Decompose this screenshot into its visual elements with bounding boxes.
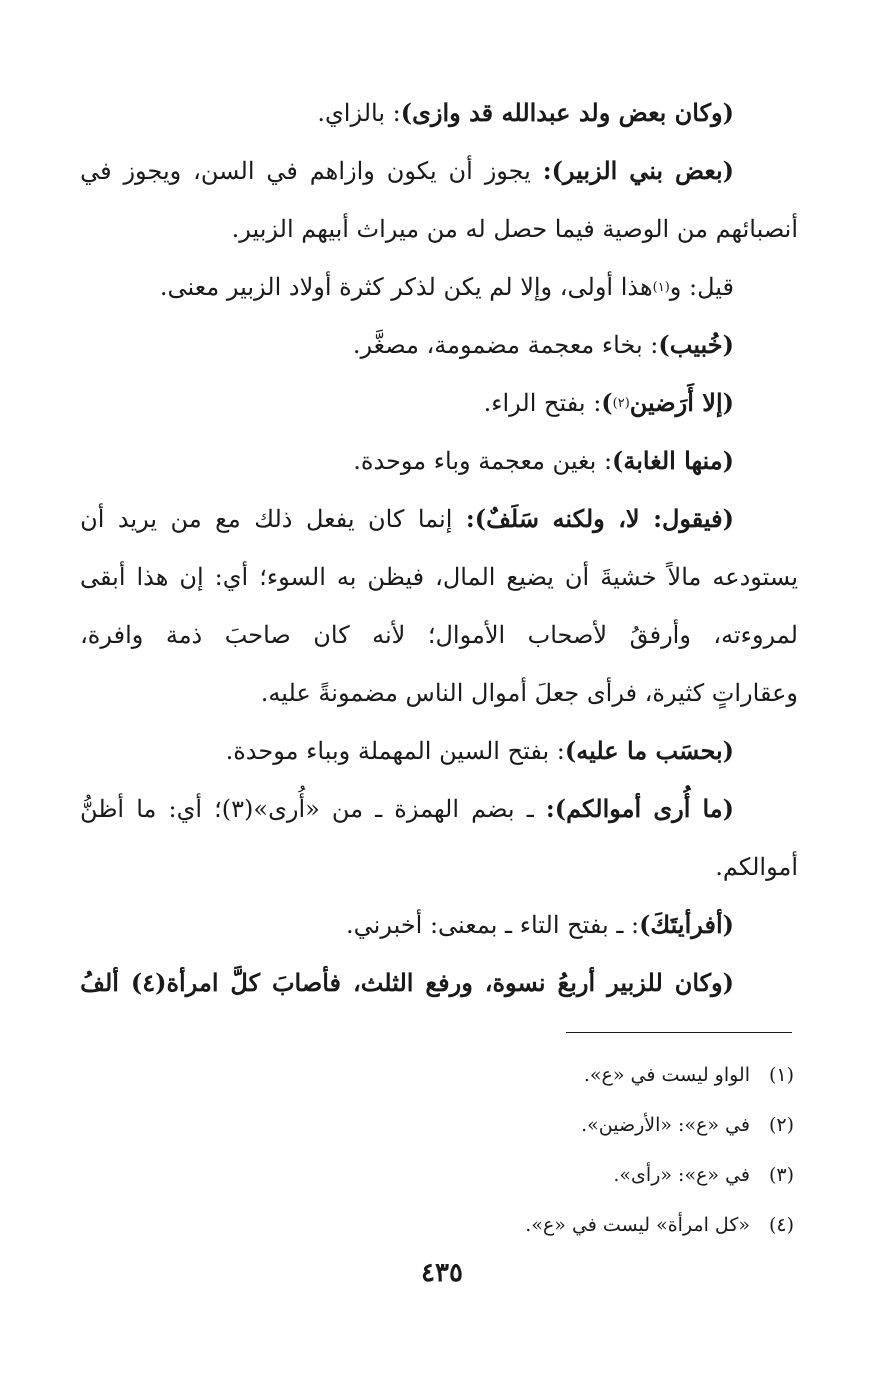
text-line <box>80 84 798 142</box>
footnote <box>300 1100 794 1150</box>
footnote-number: (٤) <box>768 1214 794 1236</box>
word: وازاهم <box>309 157 375 185</box>
word: يفعل <box>305 505 355 533</box>
word: مع <box>215 505 241 533</box>
word: يستودعه <box>712 563 798 591</box>
word: ألفُ <box>80 968 119 997</box>
footnote-text: في «ع»: «رأى». <box>613 1164 750 1186</box>
text-line <box>80 664 798 722</box>
footnote-ref: (٢) <box>612 395 630 411</box>
word: للزبير <box>607 968 663 997</box>
footnote-text: في «ع»: «الأرضين». <box>581 1114 750 1136</box>
word: الهمزة <box>394 795 460 823</box>
footnote <box>300 1050 794 1100</box>
word: يضيع <box>506 563 554 591</box>
text-line <box>80 780 798 838</box>
text-line <box>80 374 798 432</box>
word: إن <box>179 563 204 591</box>
word: ذلك <box>254 505 293 533</box>
word: المال، <box>435 563 496 591</box>
footnote-number: (٢) <box>768 1114 794 1136</box>
word: امرأة(٤) <box>130 968 219 997</box>
word: وافرة، <box>80 621 144 649</box>
word: خشيةَ <box>600 563 657 591</box>
commentary-text: هذا أولى، وإلا لم يكن لذكر كثرة أولاد الزبير معنى. <box>159 273 653 301</box>
quoted-term: (وكان بعض ولد عبدالله قد وازى) <box>400 98 734 127</box>
main-text <box>80 84 798 1012</box>
word: أي: <box>168 795 203 823</box>
word: نسوة، <box>484 968 546 997</box>
text-line <box>80 548 798 606</box>
word: في <box>80 157 112 185</box>
word: كلَّ <box>230 968 261 997</box>
text-line <box>80 954 798 1012</box>
word: يريد <box>117 505 158 533</box>
text-line <box>80 838 798 896</box>
text-line <box>80 142 798 200</box>
text-line <box>80 258 798 316</box>
footnote-text: الواو ليست في «ع». <box>583 1064 750 1086</box>
word: (وكان <box>674 968 734 997</box>
word: الثلث، <box>352 968 414 997</box>
commentary-text: أنصبائهم من الوصية فيما حصل له من ميراث أبيهم الزبير. <box>231 215 798 243</box>
quoted-term: ) <box>601 388 613 417</box>
word: لمروءته، <box>713 621 798 649</box>
quoted-term: (إلا أَرَضين <box>629 388 734 417</box>
word: أظنُّ <box>80 795 125 823</box>
commentary-text: : بالزاي. <box>317 99 401 127</box>
word: من <box>170 505 202 533</box>
text-line <box>80 896 798 954</box>
word: أبقى <box>80 563 126 591</box>
quoted-term: (منها الغابة) <box>612 446 734 475</box>
word: به <box>336 563 357 591</box>
word: فأصابَ <box>271 968 342 997</box>
word: (بعض <box>674 156 734 185</box>
footnotes <box>300 1050 794 1250</box>
commentary-text: : ـ بفتح التاء ـ بمعنى: أخبرني. <box>346 911 640 939</box>
word: سَلَفٌ): <box>465 504 539 533</box>
word: لأنه <box>372 621 406 649</box>
word: ـ <box>375 795 383 823</box>
quoted-term: (خُبيب) <box>658 330 734 359</box>
text-line <box>80 432 798 490</box>
quoted-term: (بحسَب ما عليه) <box>564 736 734 765</box>
word: (فيقول: <box>653 504 734 533</box>
word: فيظن <box>367 563 425 591</box>
word: ولكنه <box>552 504 605 533</box>
text-line <box>80 722 798 780</box>
commentary-text: : بفتح الراء. <box>483 389 602 417</box>
commentary-text: : بفتح السين المهملة وبباء موحدة. <box>225 737 565 765</box>
word: إنما <box>417 505 453 533</box>
word: وأرفقُ <box>629 621 691 649</box>
footnote-text: «كل امرأة» ليست في «ع». <box>525 1214 750 1236</box>
word: كان <box>313 621 350 649</box>
word: بني <box>629 156 664 185</box>
quoted-term: (أفرأيتَكَ) <box>639 910 734 939</box>
word: السوء؛ <box>259 563 326 591</box>
footnote-separator <box>566 1032 792 1033</box>
footnote-number: (٣) <box>768 1164 794 1186</box>
word: ذمة <box>165 621 203 649</box>
text-line <box>80 316 798 374</box>
word: الزبير): <box>542 156 618 185</box>
word: أُرى <box>653 794 691 823</box>
word: في <box>266 157 298 185</box>
word: هذا <box>136 563 169 591</box>
word: من <box>331 795 364 823</box>
commentary-text: أموالكم. <box>715 853 798 881</box>
footnote <box>300 1200 794 1250</box>
word: الأموال؛ <box>427 621 506 649</box>
word: السن، <box>193 157 255 185</box>
word: بضم <box>471 795 515 823</box>
text-line <box>80 490 798 548</box>
word: لأصحاب <box>527 621 608 649</box>
word: يجوز <box>484 157 531 185</box>
word: مالاً <box>667 563 702 591</box>
word: صاحبَ <box>224 621 291 649</box>
word: أي: <box>214 563 249 591</box>
word: ورفع <box>425 968 473 997</box>
text-line <box>80 200 798 258</box>
word: كان <box>368 505 405 533</box>
commentary-text: : بخاء معجمة مضمومة، مصغَّر. <box>352 331 659 359</box>
commentary-text: قيل: و <box>669 273 734 301</box>
commentary-text: وعقاراتٍ كثيرة، فرأى جعلَ أموال الناس مضمونةً عليه. <box>260 679 798 707</box>
commentary-text: : بغين معجمة وباء موحدة. <box>353 447 613 475</box>
footnote-number: (١) <box>768 1064 794 1086</box>
word: أن <box>448 157 473 185</box>
word: ـ <box>526 795 534 823</box>
word: أن <box>80 505 105 533</box>
word: أن <box>564 563 590 591</box>
word: ما <box>136 795 157 823</box>
word: ويجوز <box>123 157 182 185</box>
word: أربعُ <box>557 968 596 997</box>
page-number: ٤٣٥ <box>421 1258 463 1288</box>
word: أموالكم): <box>545 794 642 823</box>
footnote-ref: (١) <box>652 279 670 295</box>
word: «أُرى»(٣)؛ <box>214 795 320 823</box>
text-line <box>80 606 798 664</box>
word: لا، <box>618 504 640 533</box>
word: يكون <box>386 157 437 185</box>
footnote <box>300 1150 794 1200</box>
word: (ما <box>702 794 734 823</box>
